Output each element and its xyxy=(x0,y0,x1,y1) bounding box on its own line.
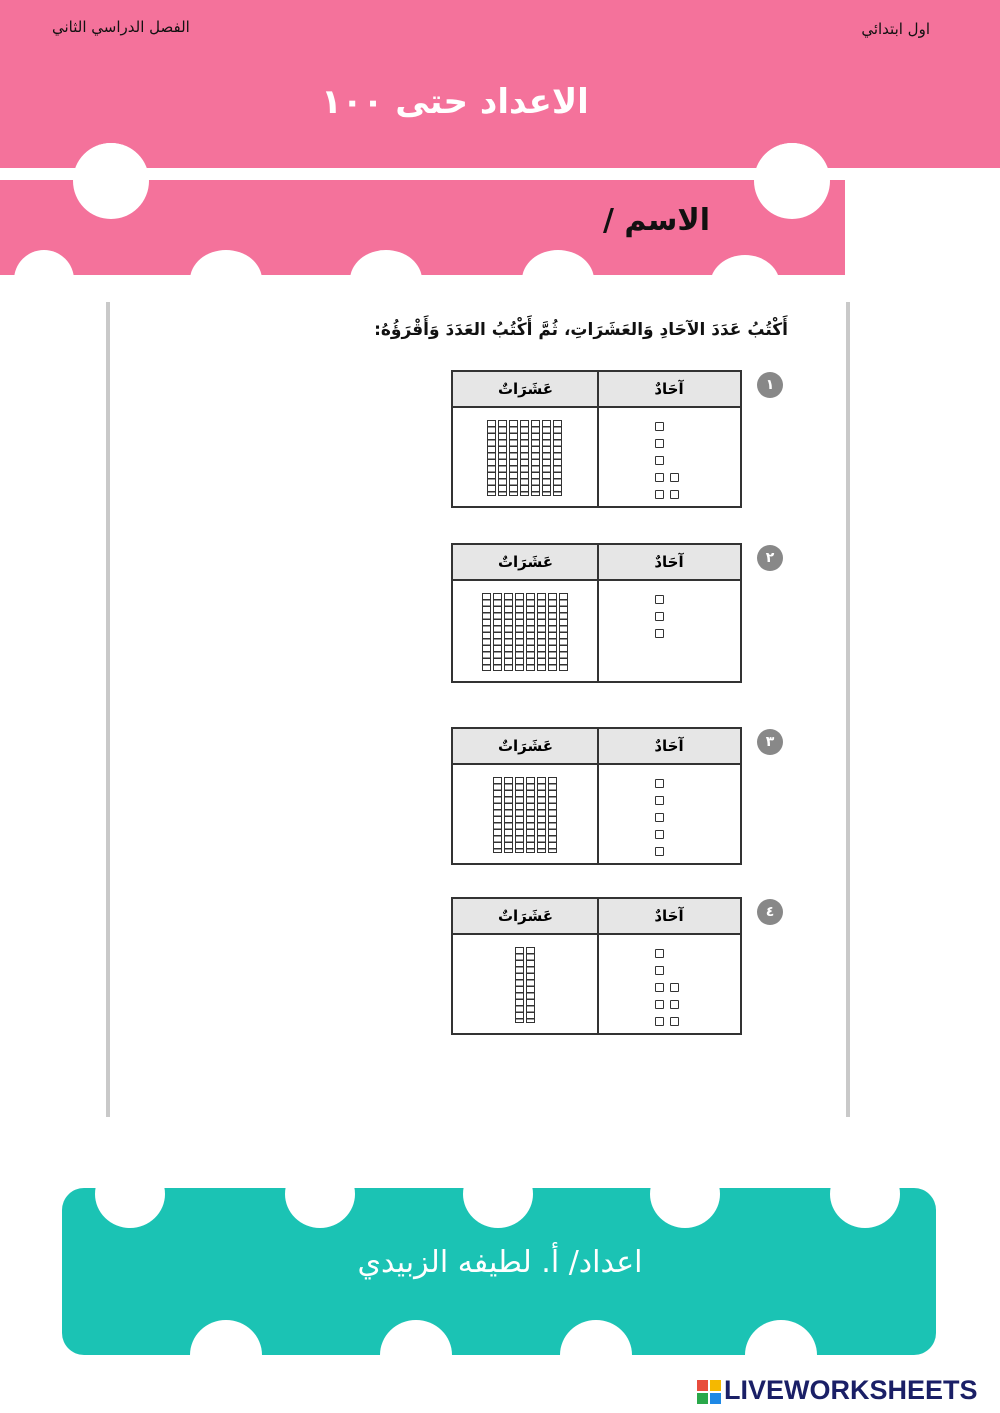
tens-header: عَشَرَاتٌ xyxy=(453,372,598,408)
footer-dot-top-2 xyxy=(285,1160,355,1228)
ones-cube xyxy=(670,473,679,482)
ones-cube xyxy=(655,422,664,431)
name-dot-5 xyxy=(710,255,780,315)
tens-header: عَشَرَاتٌ xyxy=(453,545,598,581)
ones-cube xyxy=(655,595,664,604)
ones-header: آحَادٌ xyxy=(598,729,740,765)
name-dot-3 xyxy=(350,250,422,310)
grade-label: اول ابتدائي xyxy=(861,20,930,38)
place-value-table xyxy=(451,370,742,508)
tens-rod xyxy=(504,777,513,853)
name-label: الاسم / xyxy=(602,203,710,238)
ones-header: آحَادٌ xyxy=(598,899,740,935)
column-divider xyxy=(597,729,599,863)
ones-cube xyxy=(655,1017,664,1026)
tens-rod xyxy=(526,777,535,853)
tens-rod xyxy=(520,420,529,496)
footer-dot-bottom-3 xyxy=(560,1320,632,1390)
author-credit: اعداد/ أ. لطيفه الزبيدي xyxy=(357,1245,643,1280)
instruction: أَكْتُبُ عَدَدَ الآحَادِ وَالعَشَرَاتِ، ثُمَّ أَكْتُبُ العَدَدَ وَأَقْرَؤُهُ: xyxy=(374,320,788,340)
ones-header: آحَادٌ xyxy=(598,372,740,408)
footer-dot-top-4 xyxy=(650,1160,720,1228)
name-input[interactable] xyxy=(430,203,620,243)
place-value-table xyxy=(451,543,742,683)
footer-dot-top-1 xyxy=(95,1160,165,1228)
name-dot-4 xyxy=(522,250,594,310)
tens-rod xyxy=(548,593,557,671)
tens-rod xyxy=(526,593,535,671)
footer-dot-bottom-1 xyxy=(190,1320,262,1390)
tens-rod xyxy=(531,420,540,496)
liveworksheets-logo-icon xyxy=(697,1380,721,1404)
ones-cube xyxy=(655,629,664,638)
place-value-table xyxy=(451,727,742,865)
tens-rod xyxy=(504,593,513,671)
tens-rod xyxy=(482,593,491,671)
ones-cube xyxy=(655,813,664,822)
footer-dot-top-3 xyxy=(463,1160,533,1228)
brand-name: LIVEWORKSHEETS xyxy=(724,1375,978,1405)
tens-rod xyxy=(559,593,568,671)
tens-rod xyxy=(487,420,496,496)
tens-rod xyxy=(553,420,562,496)
ones-cube xyxy=(670,983,679,992)
ones-cube xyxy=(655,1000,664,1009)
sheet-left-edge xyxy=(106,302,110,1117)
column-divider xyxy=(597,372,599,506)
sheet-right-edge xyxy=(846,302,850,1117)
place-value-table xyxy=(451,897,742,1035)
tens-rod xyxy=(542,420,551,496)
column-divider xyxy=(597,899,599,1033)
problem-number-badge: ٢ xyxy=(757,545,783,571)
tens-header: عَشَرَاتٌ xyxy=(453,729,598,765)
ones-cube xyxy=(655,439,664,448)
tens-header: عَشَرَاتٌ xyxy=(453,899,598,935)
ones-header: آحَادٌ xyxy=(598,545,740,581)
ones-cube xyxy=(655,456,664,465)
ones-cube xyxy=(655,830,664,839)
tens-rod xyxy=(493,593,502,671)
footer-dot-bottom-2 xyxy=(380,1320,452,1390)
tens-rod xyxy=(498,420,507,496)
tens-rod xyxy=(509,420,518,496)
ones-cube xyxy=(655,612,664,621)
tens-rod xyxy=(537,593,546,671)
ones-cube xyxy=(655,847,664,856)
tens-rod xyxy=(515,777,524,853)
page-title: الاعداد حتى ١٠٠ xyxy=(321,82,589,122)
tens-rod xyxy=(493,777,502,853)
problem-number-badge: ٤ xyxy=(757,899,783,925)
ones-cube xyxy=(655,796,664,805)
name-dot-right xyxy=(754,143,830,219)
footer-dot-top-5 xyxy=(830,1160,900,1228)
ones-cube xyxy=(670,1017,679,1026)
tens-rod xyxy=(548,777,557,853)
ones-cube xyxy=(655,966,664,975)
ones-cube xyxy=(655,949,664,958)
ones-cube xyxy=(655,473,664,482)
name-dot-1 xyxy=(14,250,74,310)
semester-label: الفصل الدراسي الثاني xyxy=(52,18,190,36)
ones-cube xyxy=(655,983,664,992)
ones-cube xyxy=(670,490,679,499)
tens-rod xyxy=(515,947,524,1023)
tens-rod xyxy=(526,947,535,1023)
name-dot-left xyxy=(73,143,149,219)
tens-rod xyxy=(515,593,524,671)
ones-cube xyxy=(655,779,664,788)
tens-rod xyxy=(537,777,546,853)
ones-cube xyxy=(655,490,664,499)
name-dot-2 xyxy=(190,250,262,310)
column-divider xyxy=(597,545,599,681)
problem-number-badge: ٣ xyxy=(757,729,783,755)
ones-cube xyxy=(670,1000,679,1009)
problem-number-badge: ١ xyxy=(757,372,783,398)
